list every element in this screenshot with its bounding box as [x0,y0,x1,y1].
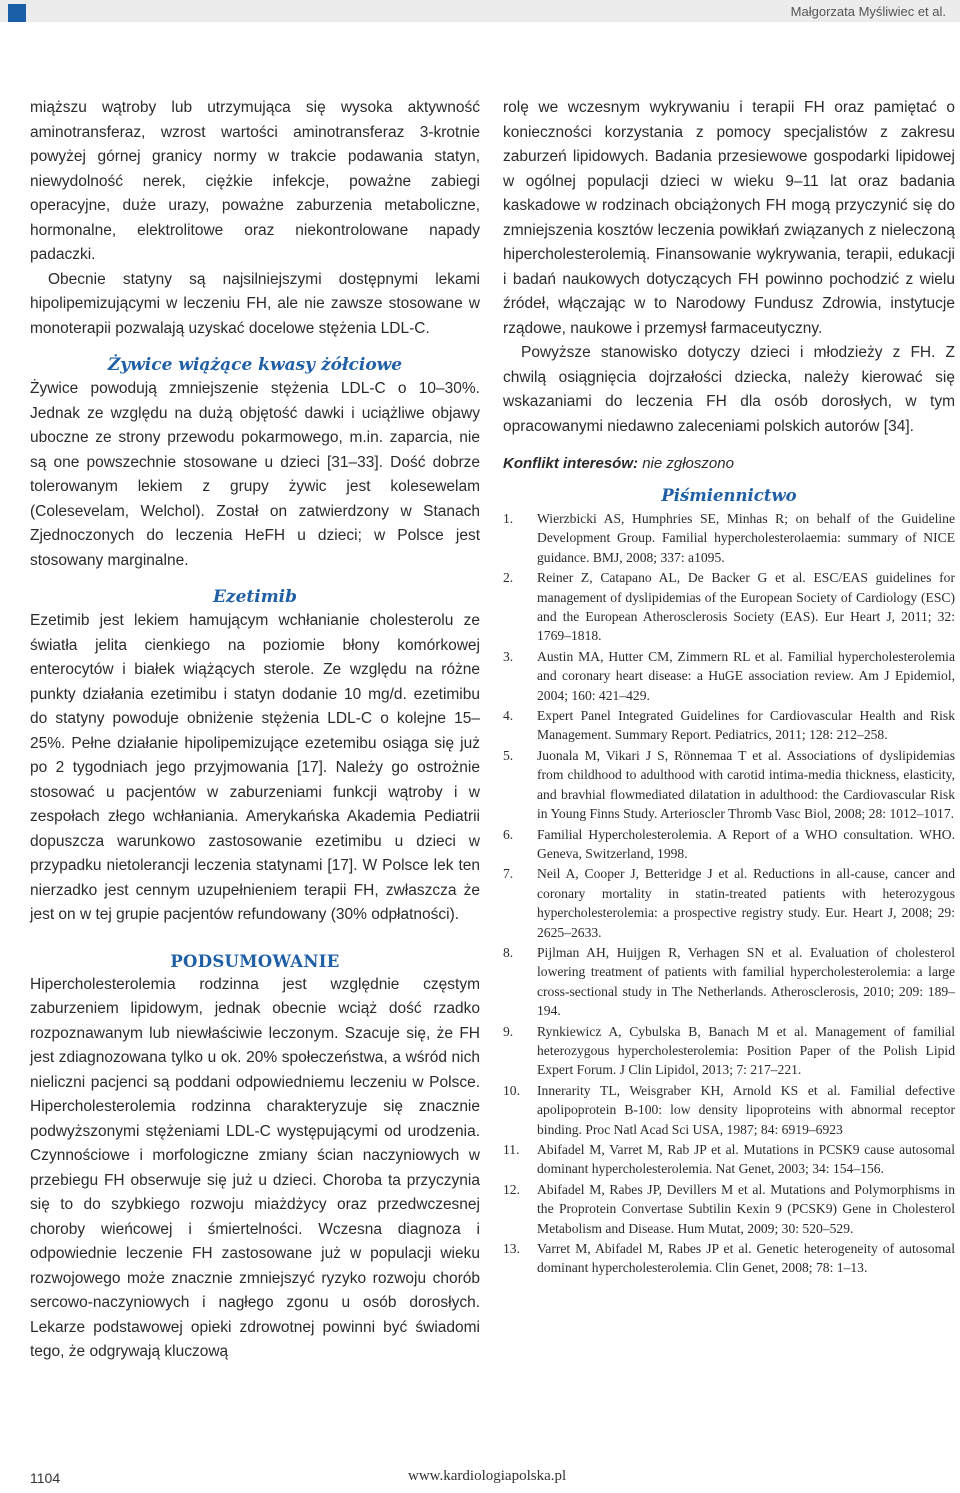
reference-item: 10. Innerarity TL, Weisgraber KH, Arnold KS et al. Familial defective apolipoprotein B-100: low density lipoproteins with abnormal receptor binding. Proc Natl Acad Sci USA, 1987; 84: 6919–6923 [503,1082,955,1137]
paragraph-resins: Żywice powodują zmniejszenie stężenia LDL-C o 10–30%. Jednak ze względu na dużą objętość dawki i uciążliwe objawy uboczne ze strony przewodu pokarmowego, m.in. zaparcia, nie są one powszechnie stosowane u dzieci [31–33]. Dość dobrze tolerowanym lekiem z grupy żywic jest kolesewelam (Colesevelam, Welchol). Został on zatwierdzony w Stanach Zjednoczonych do leczenia HeFH u dzieci; w Polsce jest stosowany marginalne. [30,380,480,569]
conflict-value: nie zgłoszono [642,455,734,472]
reference-item: 13. Varret M, Abifadel M, Rabes JP et al. Genetic heterogeneity of autosomal dominant hypercholesterolemia. Clin Genet, 2008; 78: 1–13. [503,1241,955,1276]
reference-item: 9. Rynkiewicz A, Cybulska B, Banach M et al. Management of familial heterozygous hypercholesterolemia: Position Paper of the Polish Lipid Expert Forum. J Clin Lipidol, 2013; 7: 217–221. [503,1023,955,1078]
reference-item: 5. Juonala M, Vikari J S, Rönnemaa T et al. Associations of dyslipidemias from childhood to adulthood with carotid intima-media thickness, elasticity, and bravhial flowmediated dilatation in adulthood: the Cardiovascular Risk in Young Finns Study. Arterioscler Thromb Vasc Biol, 2008; 28: 1012–1017. [503,747,955,822]
reference-item: 6. Familial Hypercholesterolemia. A Report of a WHO consultation. WHO. Geneva, Switzerland, 1998. [503,826,955,861]
reference-item: 7. Neil A, Cooper J, Betteridge J et al. Reductions in all-cause, cancer and coronary mortality in statin-treated patients with heterozygous hypercholesterolemia: a prospective registry study. Eur. Heart J, 2008; 29: 2625–2633. [503,866,955,940]
paragraph-statins: Obecnie statyny są najsilniejszymi dostępnymi lekami hipolipemizującymi w leczeniu FH, ale nie zawsze stosowane w monoterapii pozwalają uzyskać docelowe stężenia LDL-C. [30,270,480,337]
left-column [30,96,480,1365]
paragraph-contraindications: miąższu wątroby lub utrzymująca się wysoka aktywność aminotransferaz, wzrost wartości aminotransferaz 3-krotnie powyżej górnej granicy normy w trakcie podawania statyn, niewydolność nerek, ciężkie infekcje, poważne zabiegi operacyjne, duże urazy, poważne zaburzenia metaboliczne, hormonalne, elektrolitowe oraz niekontrolowane napady padaczki. [30,99,480,263]
reference-item: 4. Expert Panel Integrated Guidelines for Cardiovascular Health and Risk Management. Summary Report. Pediatrics, 2011; 128: 212–258. [503,708,955,743]
page-number: 1104 [30,1470,61,1486]
right-column [503,96,955,1279]
paragraph-summary: Hipercholesterolemia rodzinna jest względnie częstym zaburzeniem lipidowym, jednak obecnie wciąż dość rzadko rozpoznawanym lub niewłaściwie leczonym. Szacuje się, że FH jest zdiagnozowana tylko u ok. 20% społeczeństwa, a wśród nich nieliczni pacjenci są poddani odpowiedniemu leczeniu w Polsce. Hipercholesterolemia rodzinna charakteryzuje się znacznie podwyższonymi stężeniami LDL-C występującymi od urodzenia. Czynnościowe i morfologiczne zmiany ścian naczyniowych w przebiegu FH obserwuje się już u dzieci. Choroba ta przyczynia się to do szybkiego rozwoju miażdżycy oraz przedwczesnej choroby wieńcowej i śmiertelności. Wczesna diagnoza i odpowiednie leczenie FH zastosowane już w populacji wieku rozwojowego może znacznie zmniejszyć ryzyko rozwoju chorób sercowo-naczyniowych i nagłego zgonu u osób dorosłych. Lekarze podstawowej opieki zdrowotnej powinni być świadomi tego, że odgrywają kluczową [30,975,480,1360]
heading-resins: Żywice wiążące kwasy żółciowe [107,355,403,375]
references-heading: Piśmiennictwo [661,486,797,505]
conflict-of-interest [503,455,955,472]
heading-ezetimib: Ezetimib [212,587,298,607]
paragraph-position-statement: Powyższe stanowisko dotyczy dzieci i młodzieży z FH. Z chwilą osiągnięcia dojrzałości dziecka, należy kierować się wskazaniami do leczenia FH dla osób dorosłych, w tym opracowanymi niedawno zaleceniami polskich autorów [34]. [503,344,955,435]
reference-item: 12. Abifadel M, Rabes JP, Devillers M et al. Mutations and Polymorphisms in the Proprotein Convertase Subtilin Kexin 9 (PCSK9) Gene in Cholesterol Metabolism and Disease. Hum Mutat, 2009; 30: 520–529. [503,1181,955,1236]
reference-item: 8. Pijlman AH, Huijgen R, Verhagen SN et al. Evaluation of cholesterol lowering treatment of patients with familial hypercholesterolemia: a large cross-sectional study in The Netherlands. Atherosclerosis, 2010; 209: 189–194. [503,944,955,1019]
running-header-author: Małgorzata Myśliwiec et al. [790,4,946,19]
paragraph-ezetimib: Ezetimib jest lekiem hamującym wchłanianie cholesterolu ze światła jelita cienkiego na poziomie błony komórkowej enterocytów i białek wiążących sterole. Ze względu na różne punkty działania ezetimibu i statyn dodanie 10 mg/d. ezetimibu do statyny powoduje obniżenie stężenia LDL-C o kolejne 15–25%. Pełne działanie hipolipemizujące ezetemibu osiąga się już po 2 tygodniach jego przyjmowania [17]. Należy go ostrożnie stosować u pacjentów w zaburzeniami funkcji wątroby i w zespołach złego wchłaniania. Amerykańska Akademia Pediatrii dopuszcza warunkowo zastosowanie ezetimibu u dzieci w przypadku nietolerancji leczenia statynami [17]. W Polsce lek ten nierzadko jest cennym uzupełnieniem terapii FH, zwłaszcza że jest on w tej grupie pacjentów refundowany (30% odpłatności). [30,612,480,923]
reference-item: 1. Wierzbicki AS, Humphries SE, Minhas R; on behalf of the Guideline Development Group. Familial hypercholesterolaemia: summary of NICE guidance. BMJ, 2008; 337: a1095. [503,511,955,565]
reference-item: 11. Abifadel M, Varret M, Rab JP et al. Mutations in PCSK9 cause autosomal dominant hypercholesterolemia. Nat Genet, 2003; 34: 154–156. [503,1142,955,1177]
page-header-bar [0,0,960,22]
paragraph-summary-continued: rolę we wczesnym wykrywaniu i terapii FH oraz pamiętać o konieczności korzystania z pomocy specjalistów z zakresu zaburzeń lipidowych. Badania przesiewowe gospodarki lipidowej w ogólnej populacji dzieci w wieku 9–11 lat oraz badania kaskadowe w rodzinach obciążonych FH mogą przyczynić się do zmniejszenia kosztów leczenia powikłań związanych z nieleczoną hipercholesterolemią. Finansowanie wykrywania, terapii, edukacji i badań naukowych dotyczących FH powinno pochodzić z wielu źródeł, włączając w to Narodowy Fundusz Zdrowia, instytucje rządowe, naukowe i przemysł farmaceutyczny. [503,99,955,337]
conflict-label: Konflikt interesów: [503,455,639,472]
reference-item: 3. Austin MA, Hutter CM, Zimmern RL et al. Familial hypercholesterolemia and coronary heart disease: a HuGE association review. Am J Epidemiol, 2004; 160: 421–429. [503,648,955,703]
header-accent-square [8,4,26,22]
reference-item: 2. Reiner Z, Catapano AL, De Backer G et al. ESC/EAS guidelines for management of dyslipidemias of the European Society of Cardiology (ESC) and the European Atherosclerosis Society (EAS). Eur Heart J, 2011; 32: 1769–1818. [503,570,955,644]
references-list [503,509,955,1278]
heading-summary: PODSUMOWANIE [170,951,340,971]
journal-url[interactable]: www.kardiologiapolska.pl [408,1468,567,1484]
